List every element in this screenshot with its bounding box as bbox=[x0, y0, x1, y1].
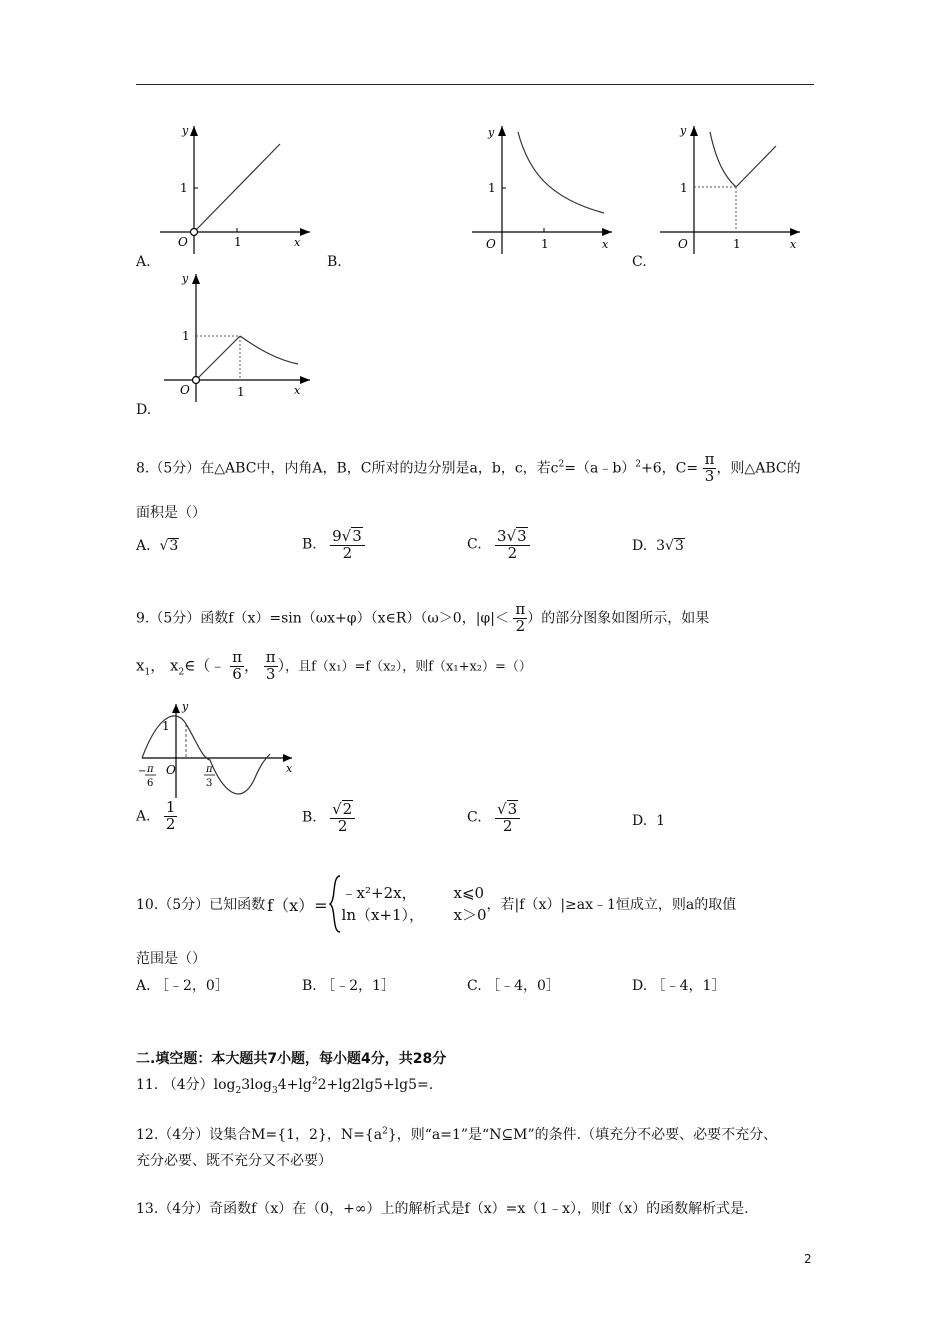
q10-option-d: D. ［﹣4，1］ bbox=[632, 978, 726, 994]
axis-x-label: x bbox=[790, 238, 797, 251]
tick-one-label: 1 bbox=[162, 719, 170, 733]
graph-a-line bbox=[194, 144, 280, 232]
q9-option-c: C. $\frac{√3}{2}$ bbox=[467, 800, 520, 835]
x-axis-arrow-icon bbox=[790, 228, 800, 236]
axis-y-label: y bbox=[182, 272, 189, 285]
y-axis-arrow-icon bbox=[192, 274, 200, 284]
axis-y-label: y bbox=[182, 124, 189, 137]
axis-y-label: y bbox=[182, 700, 189, 713]
x-axis-arrow-icon bbox=[602, 228, 612, 236]
q10-option-c: C. ［﹣4，0］ bbox=[467, 978, 560, 994]
q9-sine-graph bbox=[136, 700, 300, 800]
tick-x-label: 1 bbox=[541, 237, 549, 251]
tick-x-label: 1 bbox=[237, 385, 245, 399]
left-brace-icon bbox=[328, 874, 342, 934]
y-axis-arrow-icon bbox=[190, 126, 198, 136]
q8-option-d: D. 3√3 bbox=[632, 538, 684, 554]
origin-label: O bbox=[678, 237, 688, 251]
axis-x-label: x bbox=[286, 762, 293, 775]
axis-x-label: x bbox=[294, 384, 301, 397]
origin-label: O bbox=[486, 237, 496, 251]
origin-label: O bbox=[166, 763, 176, 777]
y-axis-arrow-icon bbox=[172, 704, 180, 713]
x-axis-arrow-icon bbox=[300, 228, 310, 236]
graph-c-line bbox=[736, 146, 776, 187]
graph-c bbox=[656, 120, 806, 260]
graph-d-curve bbox=[240, 336, 298, 364]
open-point bbox=[191, 229, 198, 236]
graph-a bbox=[160, 120, 320, 260]
page-number: 2 bbox=[804, 1252, 812, 1266]
q11: 11. （4分）$\log_23\log_34+\lg^22+\lg 2\lg 5+\lg 5=$. bbox=[136, 1076, 434, 1096]
graph-b-label: B. bbox=[327, 254, 342, 270]
graph-a-label: A. bbox=[136, 254, 151, 270]
q9-option-b: B. $\frac{√2}{2}$ bbox=[302, 800, 355, 835]
q13: 13.（4分）奇函数f（x）在（0，+∞）上的解析式是f（x）=x（1﹣x），则f（x）的函数解析式是. bbox=[136, 1201, 749, 1217]
graph-b bbox=[468, 120, 618, 260]
three-label: 3 bbox=[206, 778, 213, 789]
piecewise-cases: ﹣x²+2x， x⩽0 ln（x+1）， x＞0 bbox=[341, 883, 487, 924]
q12-line1: 12.（4分）设集合M={1，2}，$N=\{a^2\}$，则“a=1”是“N⊆M”的条件.（填充分不必要、必要不充分、 bbox=[136, 1126, 778, 1143]
q10-line1: 10.（5分）已知函数 f（x）= ﹣x²+2x， x⩽0 ln（x+1）， x＞0 ，若|f（x）|≥ax﹣1恒成立，则a的取值 bbox=[136, 874, 736, 934]
neg-pi-label: π bbox=[147, 764, 154, 775]
header-rule bbox=[136, 84, 814, 85]
q12-line2: 充分必要、既不充分又不必要） bbox=[136, 1153, 332, 1169]
q10-line2: 范围是（） bbox=[136, 951, 206, 967]
q10-option-a: A. ［﹣2，0］ bbox=[136, 978, 229, 994]
q10-option-b: B. ［﹣2，1］ bbox=[302, 978, 396, 994]
y-axis-arrow-icon bbox=[498, 126, 506, 136]
origin-label: O bbox=[180, 383, 190, 397]
q8-option-a: A. √3 bbox=[136, 538, 179, 554]
q9-line2: $x_1$， $x_2\in(﹣$ $\frac{\pi}{6}$ ， $\frac{\pi}{3}$ ），且f（x₁）=f（x₂），则f（x₁+x₂）=（） bbox=[136, 648, 532, 683]
q9-option-a: A. $\frac{1}{2}$ bbox=[136, 798, 176, 833]
x-axis-arrow-icon bbox=[283, 754, 292, 762]
tick-y-label: 1 bbox=[182, 329, 190, 343]
graph-d bbox=[160, 268, 320, 408]
section2-title: 二.填空题：本大题共7小题，每小题4分，共28分 bbox=[136, 1051, 447, 1067]
tick-y-label: 1 bbox=[488, 181, 496, 195]
open-point bbox=[193, 377, 200, 384]
fraction-pi-over-3: $\frac{\pi}{3}$ bbox=[704, 450, 715, 485]
graph-d-label: D. bbox=[136, 402, 152, 418]
axis-x-label: x bbox=[602, 238, 609, 251]
q8-option-b: B. $\frac{9√3}{2}$ bbox=[302, 527, 365, 562]
graph-c-curve bbox=[710, 132, 736, 187]
tick-y-label: 1 bbox=[180, 181, 188, 195]
tick-x-label: 1 bbox=[234, 235, 242, 249]
q9-option-d: D. 1 bbox=[632, 813, 666, 829]
x-axis-arrow-icon bbox=[300, 376, 310, 384]
axis-x-label: x bbox=[294, 236, 301, 249]
graph-d-line bbox=[196, 336, 240, 380]
axis-y-label: y bbox=[488, 126, 495, 139]
graph-c-label: C. bbox=[632, 254, 647, 270]
q9-line1: 9.（5分）函数f（x）=sin（ωx+φ）（x∈R）（ω＞0，|φ|＜ $\frac{\pi}{2}$ ）的部分图象如图所示，如果 bbox=[136, 600, 710, 635]
y-axis-arrow-icon bbox=[690, 126, 698, 136]
graph-b-curve bbox=[518, 132, 604, 213]
origin-label: O bbox=[178, 235, 188, 249]
q8-line2: 面积是（） bbox=[136, 505, 206, 521]
axis-y-label: y bbox=[680, 124, 687, 137]
tick-y-label: 1 bbox=[680, 181, 688, 195]
six-label: 6 bbox=[147, 778, 154, 789]
neg-sign: − bbox=[138, 766, 147, 777]
q8-option-c: C. $\frac{3√3}{2}$ bbox=[467, 527, 530, 562]
tick-x-label: 1 bbox=[733, 237, 741, 251]
q8-line1: 8.（5分）在△ABC中，内角A，B，C所对的边分别是a，b，c，若$c^2=(a﹣b)^2+6$，C= $\frac{\pi}{3}$ ，则△ABC的 bbox=[136, 450, 801, 485]
pi-label: π bbox=[206, 764, 213, 775]
